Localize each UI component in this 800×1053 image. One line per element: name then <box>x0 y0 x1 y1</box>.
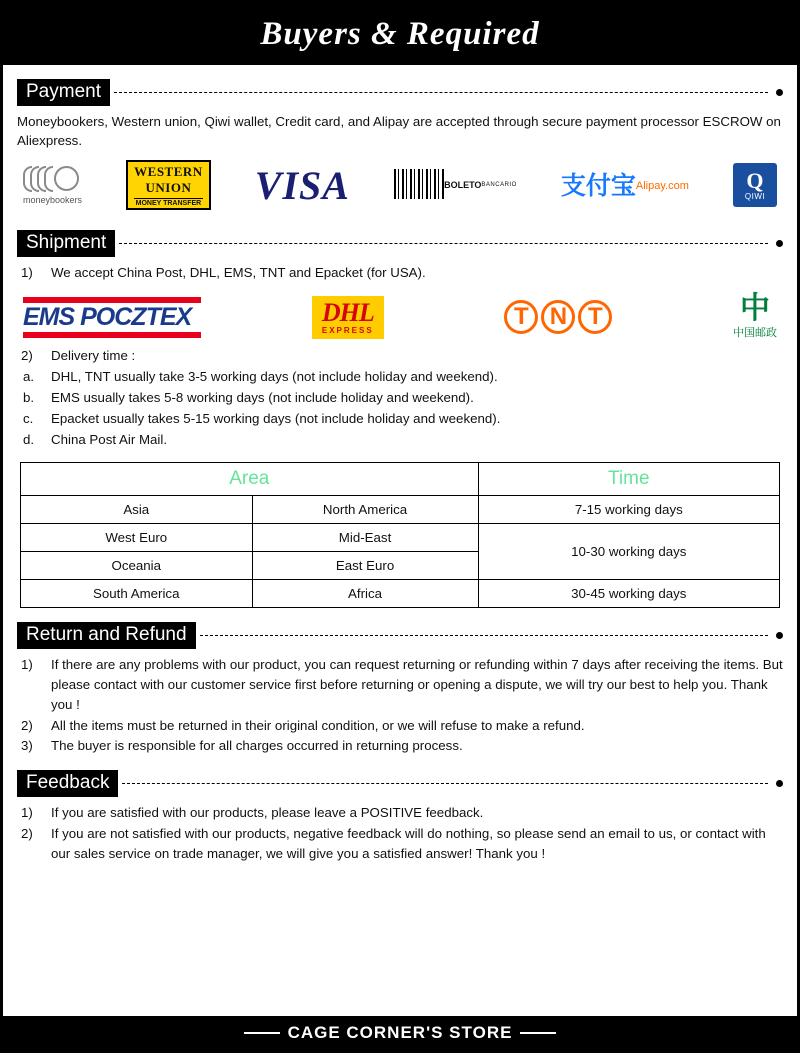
tnt-letter-1: T <box>504 300 538 334</box>
list-text: DHL, TNT usually take 3-5 working days (not include holiday and weekend). <box>51 369 498 385</box>
ems-bar-top <box>23 297 201 303</box>
ems-bar-bottom <box>23 332 201 338</box>
ems-label: EMS POCZTEX <box>23 302 192 331</box>
store-name: CAGE CORNER'S STORE <box>287 1023 513 1042</box>
table-cell-time: 30-45 working days <box>478 579 779 607</box>
boleto-line1: BOLETO <box>444 179 482 190</box>
list-item <box>17 655 783 715</box>
western-union-line3: MONEY TRANSFER <box>135 200 202 208</box>
list-item <box>17 736 783 756</box>
footer-rule-right <box>520 1032 556 1034</box>
table-cell-area-a: West Euro <box>21 523 253 551</box>
dhl-line1: DHL <box>321 297 374 327</box>
table-cell-time: 10-30 working days <box>478 523 779 579</box>
divider-dot <box>776 89 783 96</box>
feedback-list <box>17 803 783 864</box>
page-title: Buyers & Required <box>260 15 540 52</box>
list-text: Delivery time : <box>51 348 136 364</box>
alipay-logo <box>560 170 689 200</box>
list-text: The buyer is responsible for all charges occurred in returning process. <box>51 738 463 754</box>
list-marker: b. <box>23 390 35 406</box>
divider-line <box>200 635 768 636</box>
divider-dot <box>776 632 783 639</box>
western-union-line2: UNION <box>145 180 192 196</box>
delivery-time-list <box>17 367 783 450</box>
table-cell-area-b: Africa <box>252 579 478 607</box>
table-cell-area-b: North America <box>252 495 478 523</box>
dhl-logo <box>312 296 384 339</box>
section-header-payment <box>17 79 783 106</box>
tnt-letter-3: T <box>578 300 612 334</box>
table-cell-area-a: South America <box>21 579 253 607</box>
qiwi-mark-icon: Q <box>746 167 764 193</box>
list-text: If you are satisfied with our products, please leave a POSITIVE feedback. <box>51 805 484 821</box>
list-text: EMS usually takes 5-8 working days (not include holiday and weekend). <box>51 390 474 406</box>
list-text: China Post Air Mail. <box>51 431 168 447</box>
list-marker: 2) <box>21 717 33 733</box>
list-marker: 2) <box>21 826 33 842</box>
list-item <box>17 716 783 736</box>
list-item <box>17 803 783 823</box>
table-header-time: Time <box>478 462 779 495</box>
table-header-area: Area <box>21 462 479 495</box>
table-cell-area-a: Asia <box>21 495 253 523</box>
list-marker: 1) <box>21 805 33 821</box>
qiwi-label: QIWI <box>744 191 766 201</box>
qiwi-logo <box>733 163 777 207</box>
list-item <box>17 824 783 864</box>
table-cell-area-a: Oceania <box>21 551 253 579</box>
table-row <box>21 495 780 523</box>
return-list <box>17 655 783 757</box>
section-title-payment: Payment <box>17 79 110 106</box>
tnt-letter-2: N <box>541 300 575 334</box>
barcode-icon <box>394 169 444 199</box>
moneybookers-mark-icon <box>23 166 79 192</box>
section-header-shipment <box>17 230 783 257</box>
list-item <box>17 388 783 408</box>
divider-dot <box>776 240 783 247</box>
table-row <box>21 579 780 607</box>
section-header-return <box>17 622 783 649</box>
list-marker: 1) <box>21 265 33 281</box>
table-cell-area-b: Mid-East <box>252 523 478 551</box>
list-text: If you are not satisfied with our products, negative feedback will do nothing, so please send an email to us, or contact with our sales service on trade manager, we will give you a satisfied answer! Thank you ! <box>51 826 766 862</box>
divider-dot <box>776 780 783 787</box>
moneybookers-label: moneybookers <box>23 194 83 205</box>
list-item <box>17 346 783 366</box>
page-footer <box>3 1016 797 1050</box>
western-union-line1: WESTERN <box>134 164 203 180</box>
shipment-logo-strip <box>17 284 783 346</box>
china-post-label: 中国邮政 <box>733 326 777 340</box>
boleto-logo <box>394 169 517 201</box>
ems-pocztex-logo <box>23 295 191 340</box>
visa-logo <box>255 162 350 209</box>
list-marker: d. <box>23 431 35 447</box>
list-marker: 3) <box>21 738 33 754</box>
table-cell-time: 7-15 working days <box>478 495 779 523</box>
list-text: If there are any problems with our product, you can request returning or refunding within 7 days after receiving the items. But please contact with our customer service first before returning or opening a dispute, we will try our best to help you. Thank you ! <box>51 656 783 712</box>
list-marker: 2) <box>21 348 33 364</box>
list-item <box>17 367 783 387</box>
section-title-return: Return and Refund <box>17 622 196 649</box>
divider-line <box>114 92 768 93</box>
boleto-line2: BANCARIO <box>481 182 517 189</box>
tnt-logo <box>504 300 612 334</box>
delivery-time-table <box>20 462 780 608</box>
list-text: All the items must be returned in their original condition, or we will refuse to make a refund. <box>51 717 585 733</box>
china-post-mark-icon: 中 <box>740 291 770 327</box>
payment-logo-strip <box>17 150 783 216</box>
list-marker: a. <box>23 369 35 385</box>
footer-rule-left <box>244 1032 280 1034</box>
section-title-feedback: Feedback <box>17 770 118 797</box>
divider-line <box>119 243 768 244</box>
western-union-logo <box>126 160 211 210</box>
china-post-logo <box>733 291 777 340</box>
dhl-line2: EXPRESS <box>321 325 374 335</box>
list-text: We accept China Post, DHL, EMS, TNT and Epacket (for USA). <box>51 265 426 281</box>
list-text: Epacket usually takes 5-15 working days (not include holiday and weekend). <box>51 410 501 426</box>
section-title-shipment: Shipment <box>17 230 115 257</box>
page-header <box>3 3 797 65</box>
table-cell-area-b: East Euro <box>252 551 478 579</box>
divider-line <box>122 783 768 784</box>
payment-description: Moneybookers, Western union, Qiwi wallet, Credit card, and Alipay are accepted through secure payment processor ESCROW on Aliexpress. <box>17 113 781 149</box>
moneybookers-logo <box>23 166 82 205</box>
list-item <box>17 430 783 450</box>
table-row <box>21 523 780 551</box>
list-item <box>17 409 783 429</box>
list-item <box>17 263 783 283</box>
table-header-row <box>21 462 780 495</box>
alipay-chinese-label: 支付宝 <box>560 170 636 200</box>
visa-label: VISA <box>254 162 350 208</box>
page-body <box>3 65 797 1016</box>
alipay-english-label: Alipay.com <box>635 180 689 193</box>
list-marker: 1) <box>21 656 33 672</box>
section-header-feedback <box>17 770 783 797</box>
list-marker: c. <box>23 410 34 426</box>
